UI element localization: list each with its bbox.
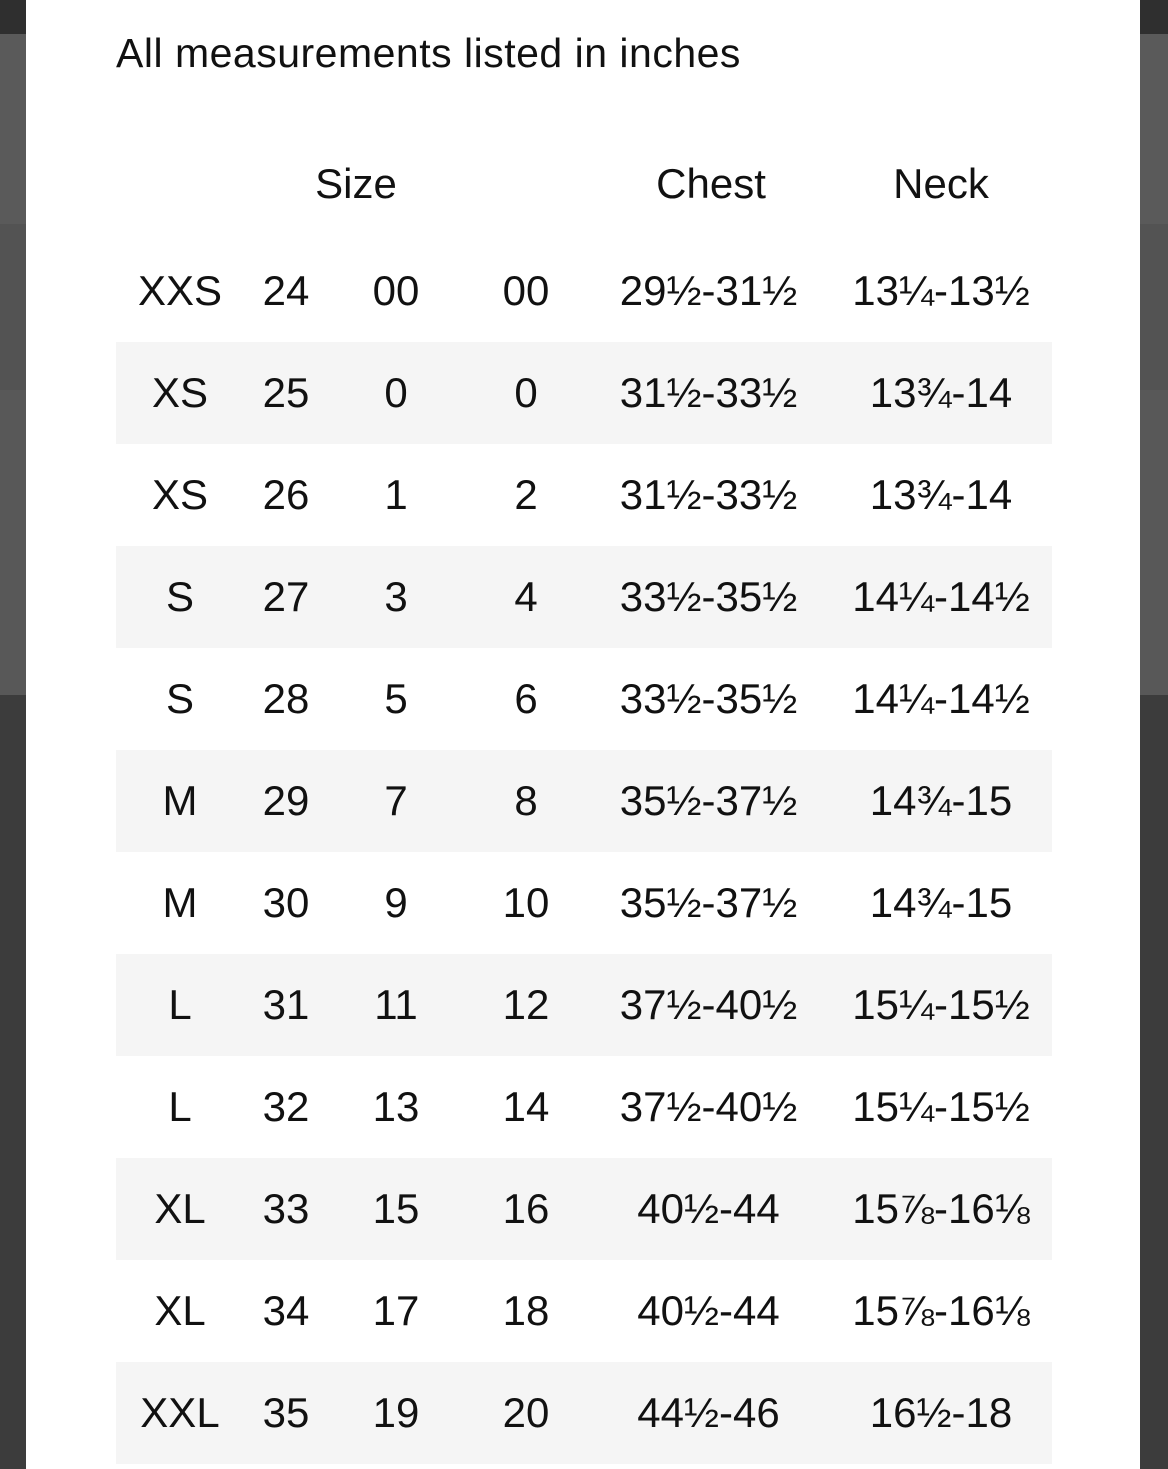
size-number-cell: 35 xyxy=(262,1389,310,1436)
neck-cell: 14¼-14½ xyxy=(852,675,1030,722)
size-number-cell: 18 xyxy=(502,1287,550,1334)
size-number-cell: 31 xyxy=(262,981,310,1028)
neck-cell: 14¾-15 xyxy=(869,879,1013,926)
size-number-cell: 15 xyxy=(372,1185,420,1232)
neck-cell: 15⅞-16⅛ xyxy=(852,1287,1030,1334)
chest-cell: 44½-46 xyxy=(637,1389,780,1436)
size-number-cell: 33 xyxy=(262,1185,310,1232)
chest-cell: 31½-33½ xyxy=(619,471,798,518)
size-number-cell: 1 xyxy=(384,471,408,518)
chest-cell: 33½-35½ xyxy=(619,573,798,620)
neck-cell: 13¾-14 xyxy=(869,471,1013,518)
size-number-cell: 11 xyxy=(374,981,418,1028)
size-number-cell: 32 xyxy=(262,1083,310,1130)
size-letter-cell: XS xyxy=(151,369,209,416)
size-number-cell: 28 xyxy=(262,675,310,722)
table-row xyxy=(116,750,1052,852)
neck-cell: 13¼-13½ xyxy=(852,267,1030,314)
column-header-neck: Neck xyxy=(893,160,989,207)
chest-cell: 31½-33½ xyxy=(619,369,798,416)
size-letter-cell: XL xyxy=(154,1287,206,1334)
size-number-cell: 17 xyxy=(372,1287,420,1334)
size-number-cell: 12 xyxy=(502,981,550,1028)
table-row xyxy=(116,342,1052,444)
size-number-cell: 3 xyxy=(384,573,408,620)
size-letter-cell: S xyxy=(165,675,194,722)
size-letter-cell: XS xyxy=(151,471,209,518)
modal-title: All measurements listed in inches xyxy=(116,30,741,76)
size-chart-modal xyxy=(26,0,1140,1469)
size-number-cell: 2 xyxy=(514,471,538,518)
size-letter-cell: XL xyxy=(154,1185,206,1232)
chest-cell: 37½-40½ xyxy=(619,981,798,1028)
neck-cell: 15¼-15½ xyxy=(852,1083,1030,1130)
size-number-cell: 0 xyxy=(384,369,408,416)
size-number-cell: 13 xyxy=(372,1083,420,1130)
size-number-cell: 5 xyxy=(384,675,408,722)
table-row xyxy=(116,240,1052,342)
size-letter-cell: M xyxy=(162,879,198,926)
size-table-header xyxy=(116,160,1052,220)
neck-cell: 14¾-15 xyxy=(869,777,1013,824)
size-number-cell: 16 xyxy=(502,1185,550,1232)
chest-cell: 40½-44 xyxy=(637,1185,780,1232)
chest-cell: 40½-44 xyxy=(637,1287,780,1334)
size-number-cell: 4 xyxy=(514,573,538,620)
table-row xyxy=(116,852,1052,954)
chest-cell: 37½-40½ xyxy=(619,1083,798,1130)
size-number-cell: 0 xyxy=(514,369,538,416)
size-number-cell: 29 xyxy=(262,777,310,824)
neck-cell: 16½-18 xyxy=(869,1389,1013,1436)
size-letter-cell: L xyxy=(168,981,192,1028)
chest-cell: 35½-37½ xyxy=(619,777,798,824)
size-letter-cell: S xyxy=(165,573,194,620)
neck-cell: 15¼-15½ xyxy=(852,981,1030,1028)
size-number-cell: 26 xyxy=(262,471,310,518)
size-number-cell: 25 xyxy=(262,369,310,416)
chest-cell: 33½-35½ xyxy=(619,675,798,722)
chest-cell: 29½-31½ xyxy=(619,267,798,314)
table-row xyxy=(116,648,1052,750)
size-number-cell: 30 xyxy=(262,879,310,926)
table-row xyxy=(116,954,1052,1056)
size-number-cell: 34 xyxy=(262,1287,310,1334)
size-table xyxy=(116,240,1052,1464)
size-number-cell: 27 xyxy=(262,573,310,620)
size-number-cell: 19 xyxy=(372,1389,420,1436)
size-number-cell: 00 xyxy=(502,267,550,314)
size-letter-cell: L xyxy=(168,1083,192,1130)
table-row xyxy=(116,1260,1052,1362)
size-number-cell: 20 xyxy=(502,1389,550,1436)
column-header-chest: Chest xyxy=(656,160,766,207)
size-number-cell: 6 xyxy=(514,675,538,722)
table-row xyxy=(116,546,1052,648)
size-number-cell: 14 xyxy=(502,1083,550,1130)
table-row xyxy=(116,1056,1052,1158)
chest-cell: 35½-37½ xyxy=(619,879,798,926)
table-row xyxy=(116,444,1052,546)
neck-cell: 14¼-14½ xyxy=(852,573,1030,620)
size-number-cell: 9 xyxy=(384,879,408,926)
neck-cell: 13¾-14 xyxy=(869,369,1013,416)
table-row xyxy=(116,1362,1052,1464)
size-letter-cell: XXL xyxy=(140,1389,220,1436)
size-letter-cell: M xyxy=(162,777,198,824)
table-row xyxy=(116,1158,1052,1260)
size-number-cell: 24 xyxy=(262,267,310,314)
size-number-cell: 8 xyxy=(514,777,538,824)
neck-cell: 15⅞-16⅛ xyxy=(852,1185,1030,1232)
size-number-cell: 00 xyxy=(372,267,420,314)
size-number-cell: 7 xyxy=(384,777,408,824)
size-letter-cell: XXS xyxy=(137,267,223,314)
column-header-size: Size xyxy=(315,160,397,207)
size-number-cell: 10 xyxy=(502,879,550,926)
